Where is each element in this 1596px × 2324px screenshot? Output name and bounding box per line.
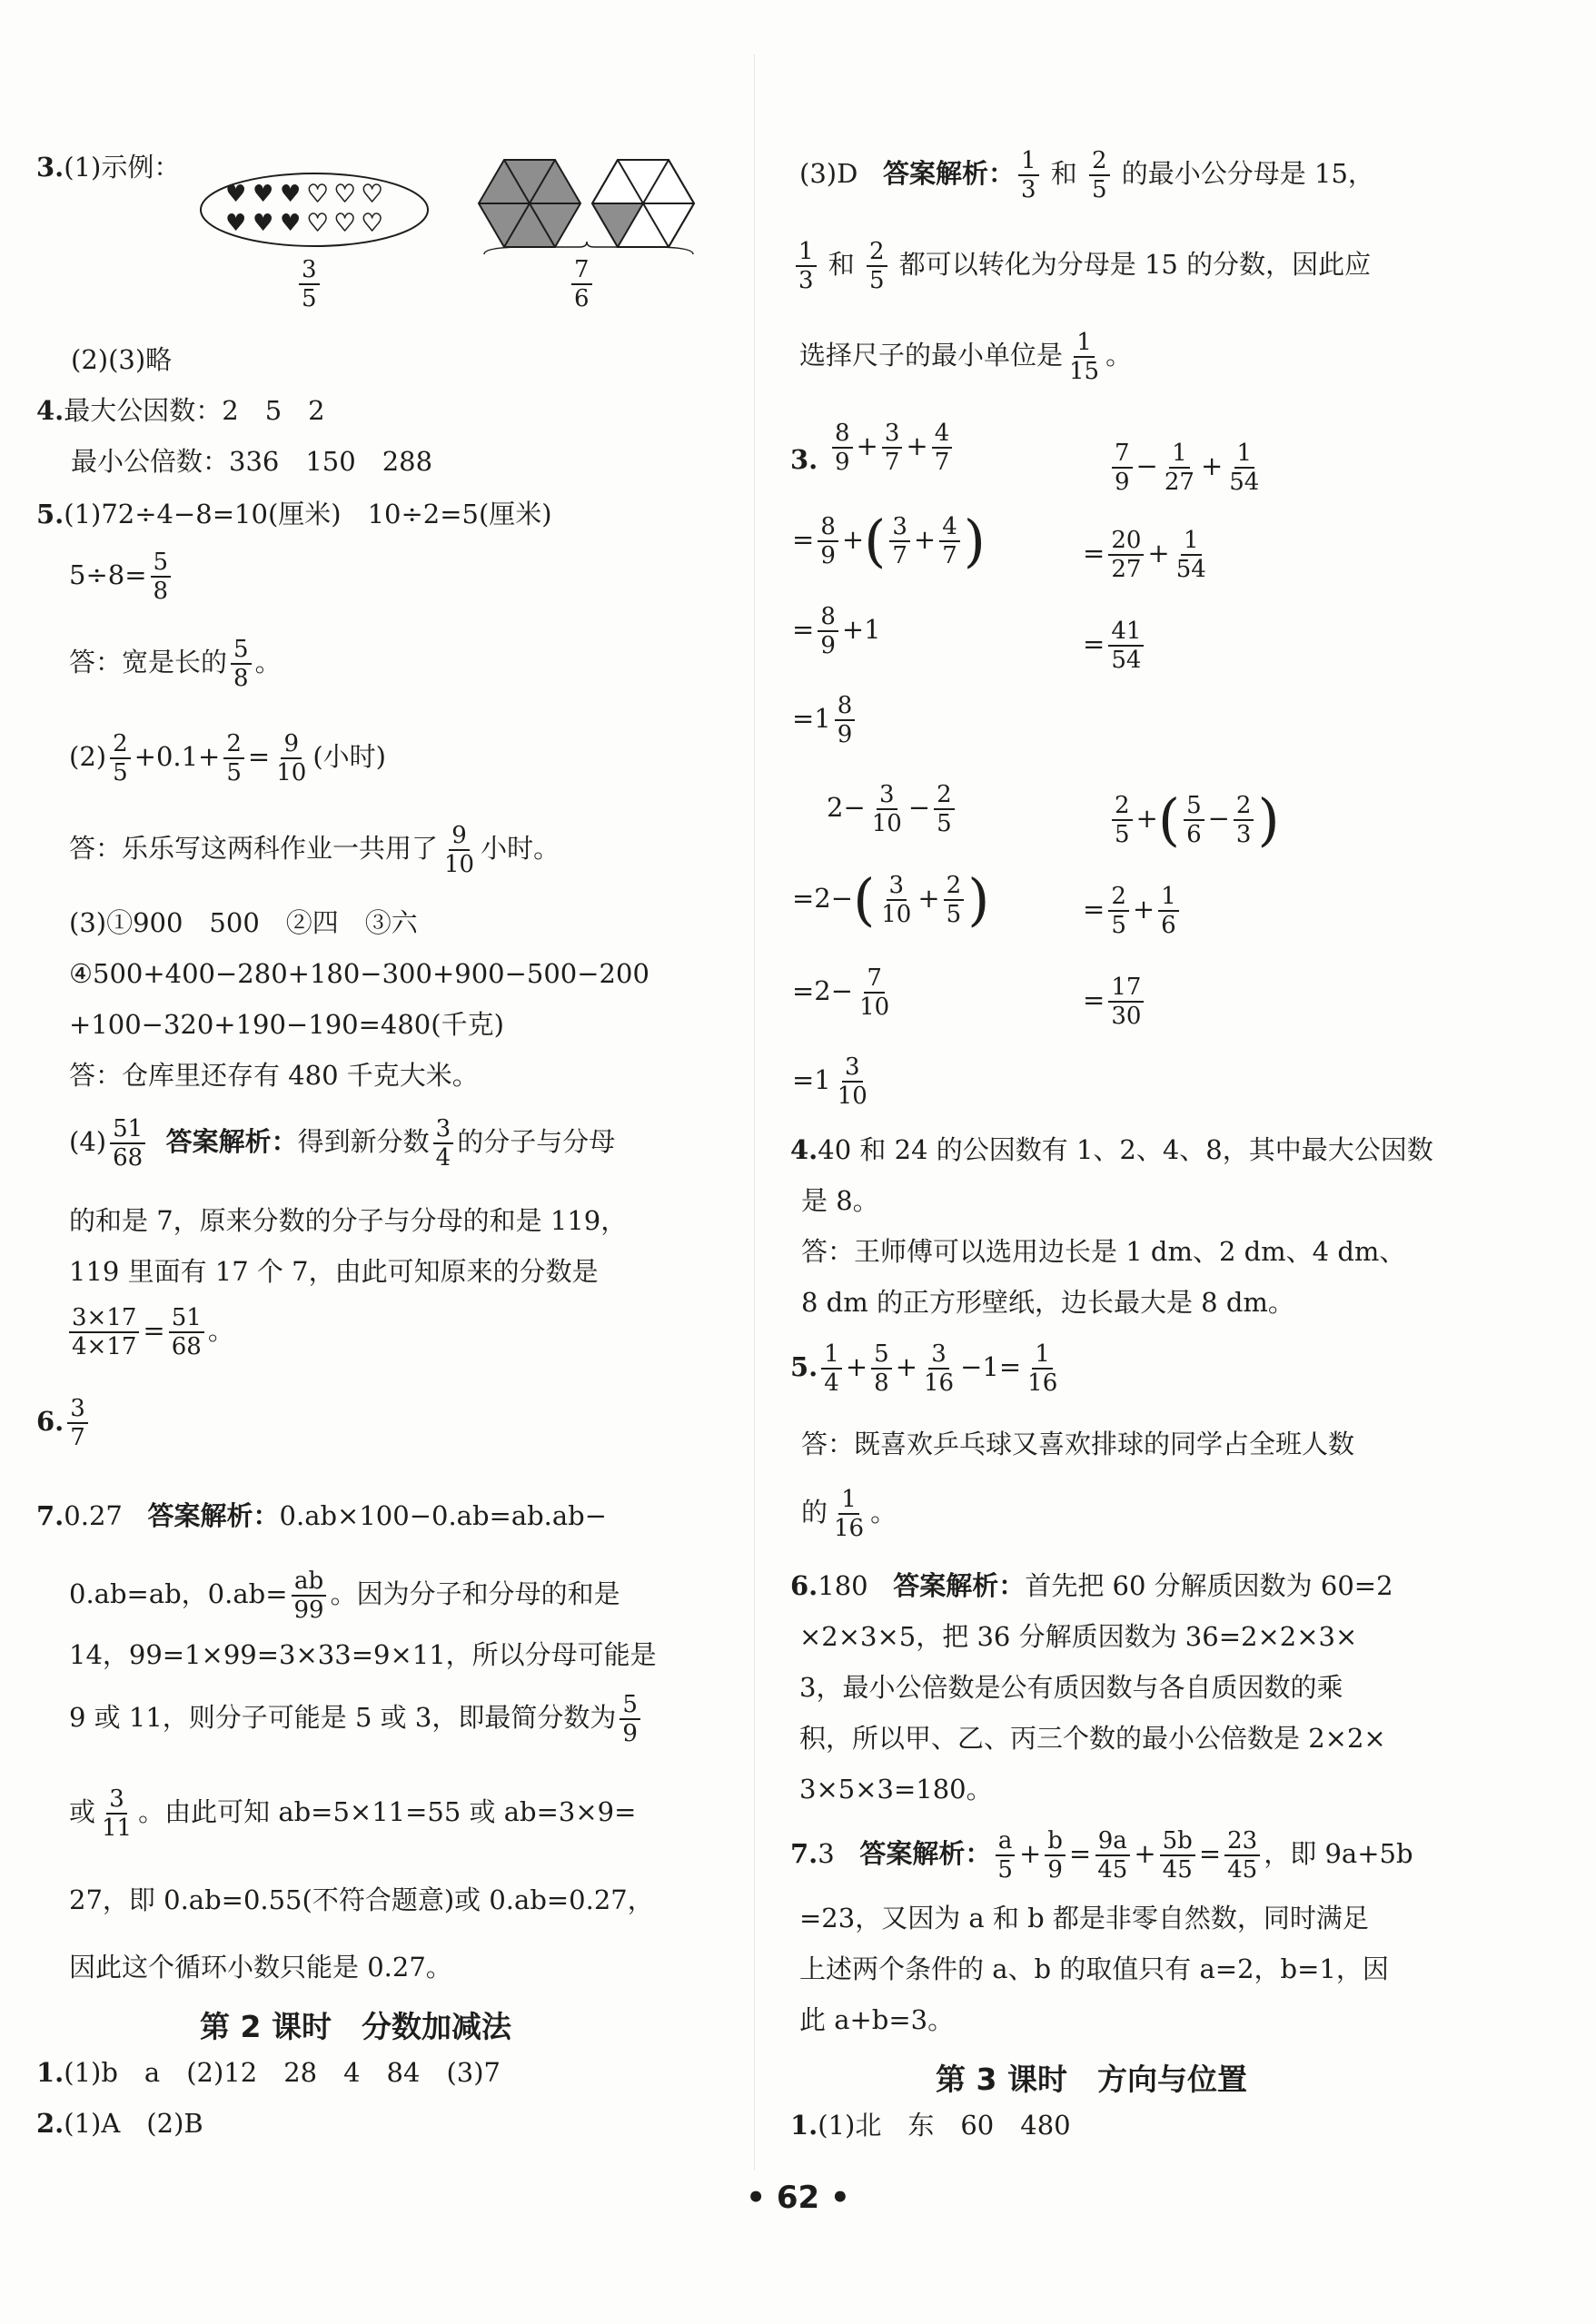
right-column [790,0,1462,2180]
calc-a1: $\frac{8}{9}$ + $\frac{3}{7}$ + $\frac{4}{7}$ [828,420,956,476]
right-line3: 选择尺子的最小单位是 $\frac{1}{15}$ 。 [799,329,1133,385]
hearts-figure [198,169,443,251]
left-q5-division: 5÷8= $\frac{5}{8}$ [69,549,174,605]
calc-c1: 2− $\frac{3}{10}$ − $\frac{2}{5}$ [827,781,958,837]
s3-q1: 1.(1)北 东 60 480 [790,2110,1071,2141]
svg-text:♥: ♥ [253,181,274,208]
hexagons-fraction: $\frac{7}{6}$ [568,256,596,312]
s2-q1: 1.(1)b a (2)12 28 4 84 (3)7 [36,2057,501,2088]
calc-a2: = $\frac{8}{9}$ +( $\frac{3}{7}$ + $\frac{4}{7}$ ) [792,508,986,574]
left-q5-part4-line4: $\frac{3\times 17}{4\times 17}$ = $\frac{51}{68}$ 。 [65,1304,234,1360]
calc-c2: =2−( $\frac{3}{10}$ + $\frac{2}{5}$ ) [792,866,990,933]
left-q5-part4-line3: 119 里面有 17 个 7，由此可知原来的分数是 [69,1256,599,1287]
svg-text:♥: ♥ [307,181,329,208]
svg-text:♥: ♥ [362,210,383,237]
left-q5-line1: 5.(1)72÷4−8=10(厘米) 10÷2=5(厘米) [36,499,552,529]
right-q4-line3: 答：王师傅可以选用边长是 1 dm、2 dm、4 dm、 [801,1236,1406,1267]
left-column [36,0,727,2180]
right-q5-answer2: 的 $\frac{1}{16}$ 。 [801,1486,897,1542]
s2-q2: 2.(1)A (2)B [36,2108,203,2139]
left-q5-answer1: 答：宽是长的 $\frac{5}{8}$ 。 [69,636,282,692]
calc-b2: = $\frac{20}{27}$ + $\frac{1}{54}$ [1083,527,1206,583]
right-q6-line5: 3×5×3=180。 [799,1774,993,1805]
svg-text:♥: ♥ [225,210,247,237]
left-q5-part3-line3: +100−320+190−190=480(千克) [69,1009,504,1040]
right-line2: $\frac{1}{3}$ 和 $\frac{2}{5}$ 都可以转化为分母是 15 的分数，因此应 [792,238,1371,294]
svg-text:♥: ♥ [225,181,247,208]
calc-d2: = $\frac{2}{5}$ + $\frac{1}{6}$ [1083,883,1183,939]
right-q4-line1: 4.40 和 24 的公因数有 1、2、4、8，其中最大公因数 [790,1134,1433,1165]
right-q7-line2: =23，又因为 a 和 b 都是非零自然数，同时满足 [799,1903,1369,1933]
calc-c3: =2− $\frac{7}{10}$ [792,964,890,1021]
calc-a3: = $\frac{8}{9}$ +1 [792,603,881,659]
left-q7-line5: 或 $\frac{3}{11}$ 。由此可知 ab=5×11=55 或 ab=3×9= [69,1785,637,1842]
left-q5-part2: (2) $\frac{2}{5}$ +0.1+ $\frac{2}{5}$ = $\frac{9}{10}$ (小时) [69,730,386,786]
hexagons-figure [471,156,707,256]
right-q6-line4: 积，所以甲、乙、丙三个数的最小公倍数是 2×2× [799,1723,1386,1754]
right-q6-line3: 3，最小公倍数是公有质因数与各自质因数的乘 [799,1672,1343,1703]
right-line1: (3)D 答案解析： $\frac{1}{3}$ 和 $\frac{2}{5}$ 的最小公分母是 15， [799,147,1374,203]
svg-text:♥: ♥ [280,210,302,237]
left-q5-part3-line1: (3)①900 500 ②四 ③六 [69,907,418,938]
calc-b1: $\frac{7}{9}$ − $\frac{1}{27}$ + $\frac{1}{54}$ [1108,440,1265,496]
section2-title: 第 2 课时 分数加减法 [200,2009,511,2044]
left-q5-answer2: 答：乐乐写这两科作业一共用了 $\frac{9}{10}$ 小时。 [69,822,560,878]
left-q5-answer3: 答：仓库里还存有 480 千克大米。 [69,1060,479,1091]
column-divider [754,54,755,2171]
calc-a4: =1 $\frac{8}{9}$ [792,692,858,748]
right-q4-line2: 是 8。 [801,1185,879,1216]
left-q5-part4-line2: 的和是 7，原来分数的分子与分母的和是 119， [69,1205,628,1236]
right-q7-line1: 7.3 答案解析： $\frac{a}{5}$ + $\frac{b}{9}$ = $\frac{9a}{45}$ + $\frac{5b}{45}$ = $\frac{23}{45}$ ，即 9a+5b [790,1827,1413,1884]
hearts-fraction: $\frac{3}{5}$ [295,256,323,312]
left-q7-line7: 因此这个循环小数只能是 0.27。 [69,1952,452,1983]
right-q5-answer: 答：既喜欢乒乓球又喜欢排球的同学占全班人数 [801,1429,1355,1459]
left-q7-line1: 7.0.27 答案解析：0.ab×100−0.ab=ab.ab− [36,1500,608,1531]
left-q5-part3-line2: ④500+400−280+180−300+900−500−200 [69,958,649,989]
left-q7-line6: 27，即 0.ab=0.55(不符合题意)或 0.ab=0.27， [69,1884,654,1915]
left-q4-line1: 4.最大公因数：2 5 2 [36,395,325,426]
right-q6-line2: ×2×3×5，把 36 分解质因数为 36=2×2×3× [799,1621,1358,1652]
svg-text:♥: ♥ [362,181,383,208]
svg-text:♥: ♥ [334,181,356,208]
left-q6: 6. $\frac{3}{7}$ [36,1395,92,1451]
page-number: • 62 • [746,2180,850,2216]
calc-d1: $\frac{2}{5}$ +( $\frac{5}{6}$ − $\frac{2}{3}$ ) [1108,792,1280,848]
left-q7-line3: 14，99=1×99=3×33=9×11，所以分母可能是 [69,1639,657,1670]
left-q3-rest: (2)(3)略 [71,344,173,375]
calc-d3: = $\frac{17}{30}$ [1083,974,1147,1030]
right-q4-line4: 8 dm 的正方形壁纸，边长最大是 8 dm。 [801,1287,1294,1318]
left-q4-line2: 最小公倍数：336 150 288 [71,446,433,477]
right-q5-equation: 5. $\frac{1}{4}$ + $\frac{5}{8}$ + $\frac{3}{16}$ −1= $\frac{1}{16}$ [790,1340,1058,1397]
right-q6-line1: 6.180 答案解析：首先把 60 分解质因数为 60=2 [790,1570,1393,1601]
right-q3-label: 3. [790,444,818,475]
svg-text:♥: ♥ [334,210,356,237]
left-q3-intro: 3.(1)示例： [36,152,181,183]
right-q7-line4: 此 a+b=3。 [799,2004,955,2035]
calc-b3: = $\frac{41}{54}$ [1083,618,1147,674]
left-q7-line2: 0.ab=ab，0.ab= $\frac{ab}{99}$ 。因为分子和分母的和是 [69,1567,620,1624]
left-q7-line4: 9 或 11，则分子可能是 5 或 3，即最简分数为 $\frac{5}{9}$ [69,1691,644,1747]
svg-text:♥: ♥ [307,210,329,237]
svg-text:♥: ♥ [253,210,274,237]
left-q5-part4-line1: (4) $\frac{51}{68}$ 答案解析：得到新分数 $\frac{3}{4}$ 的分子与分母 [69,1115,616,1172]
section3-title: 第 3 课时 方向与位置 [936,2062,1247,2097]
calc-c4: =1 $\frac{3}{10}$ [792,1053,867,1110]
svg-text:♥: ♥ [280,181,302,208]
right-q7-line3: 上述两个条件的 a、b 的取值只有 a=2，b=1，因 [799,1953,1389,1984]
